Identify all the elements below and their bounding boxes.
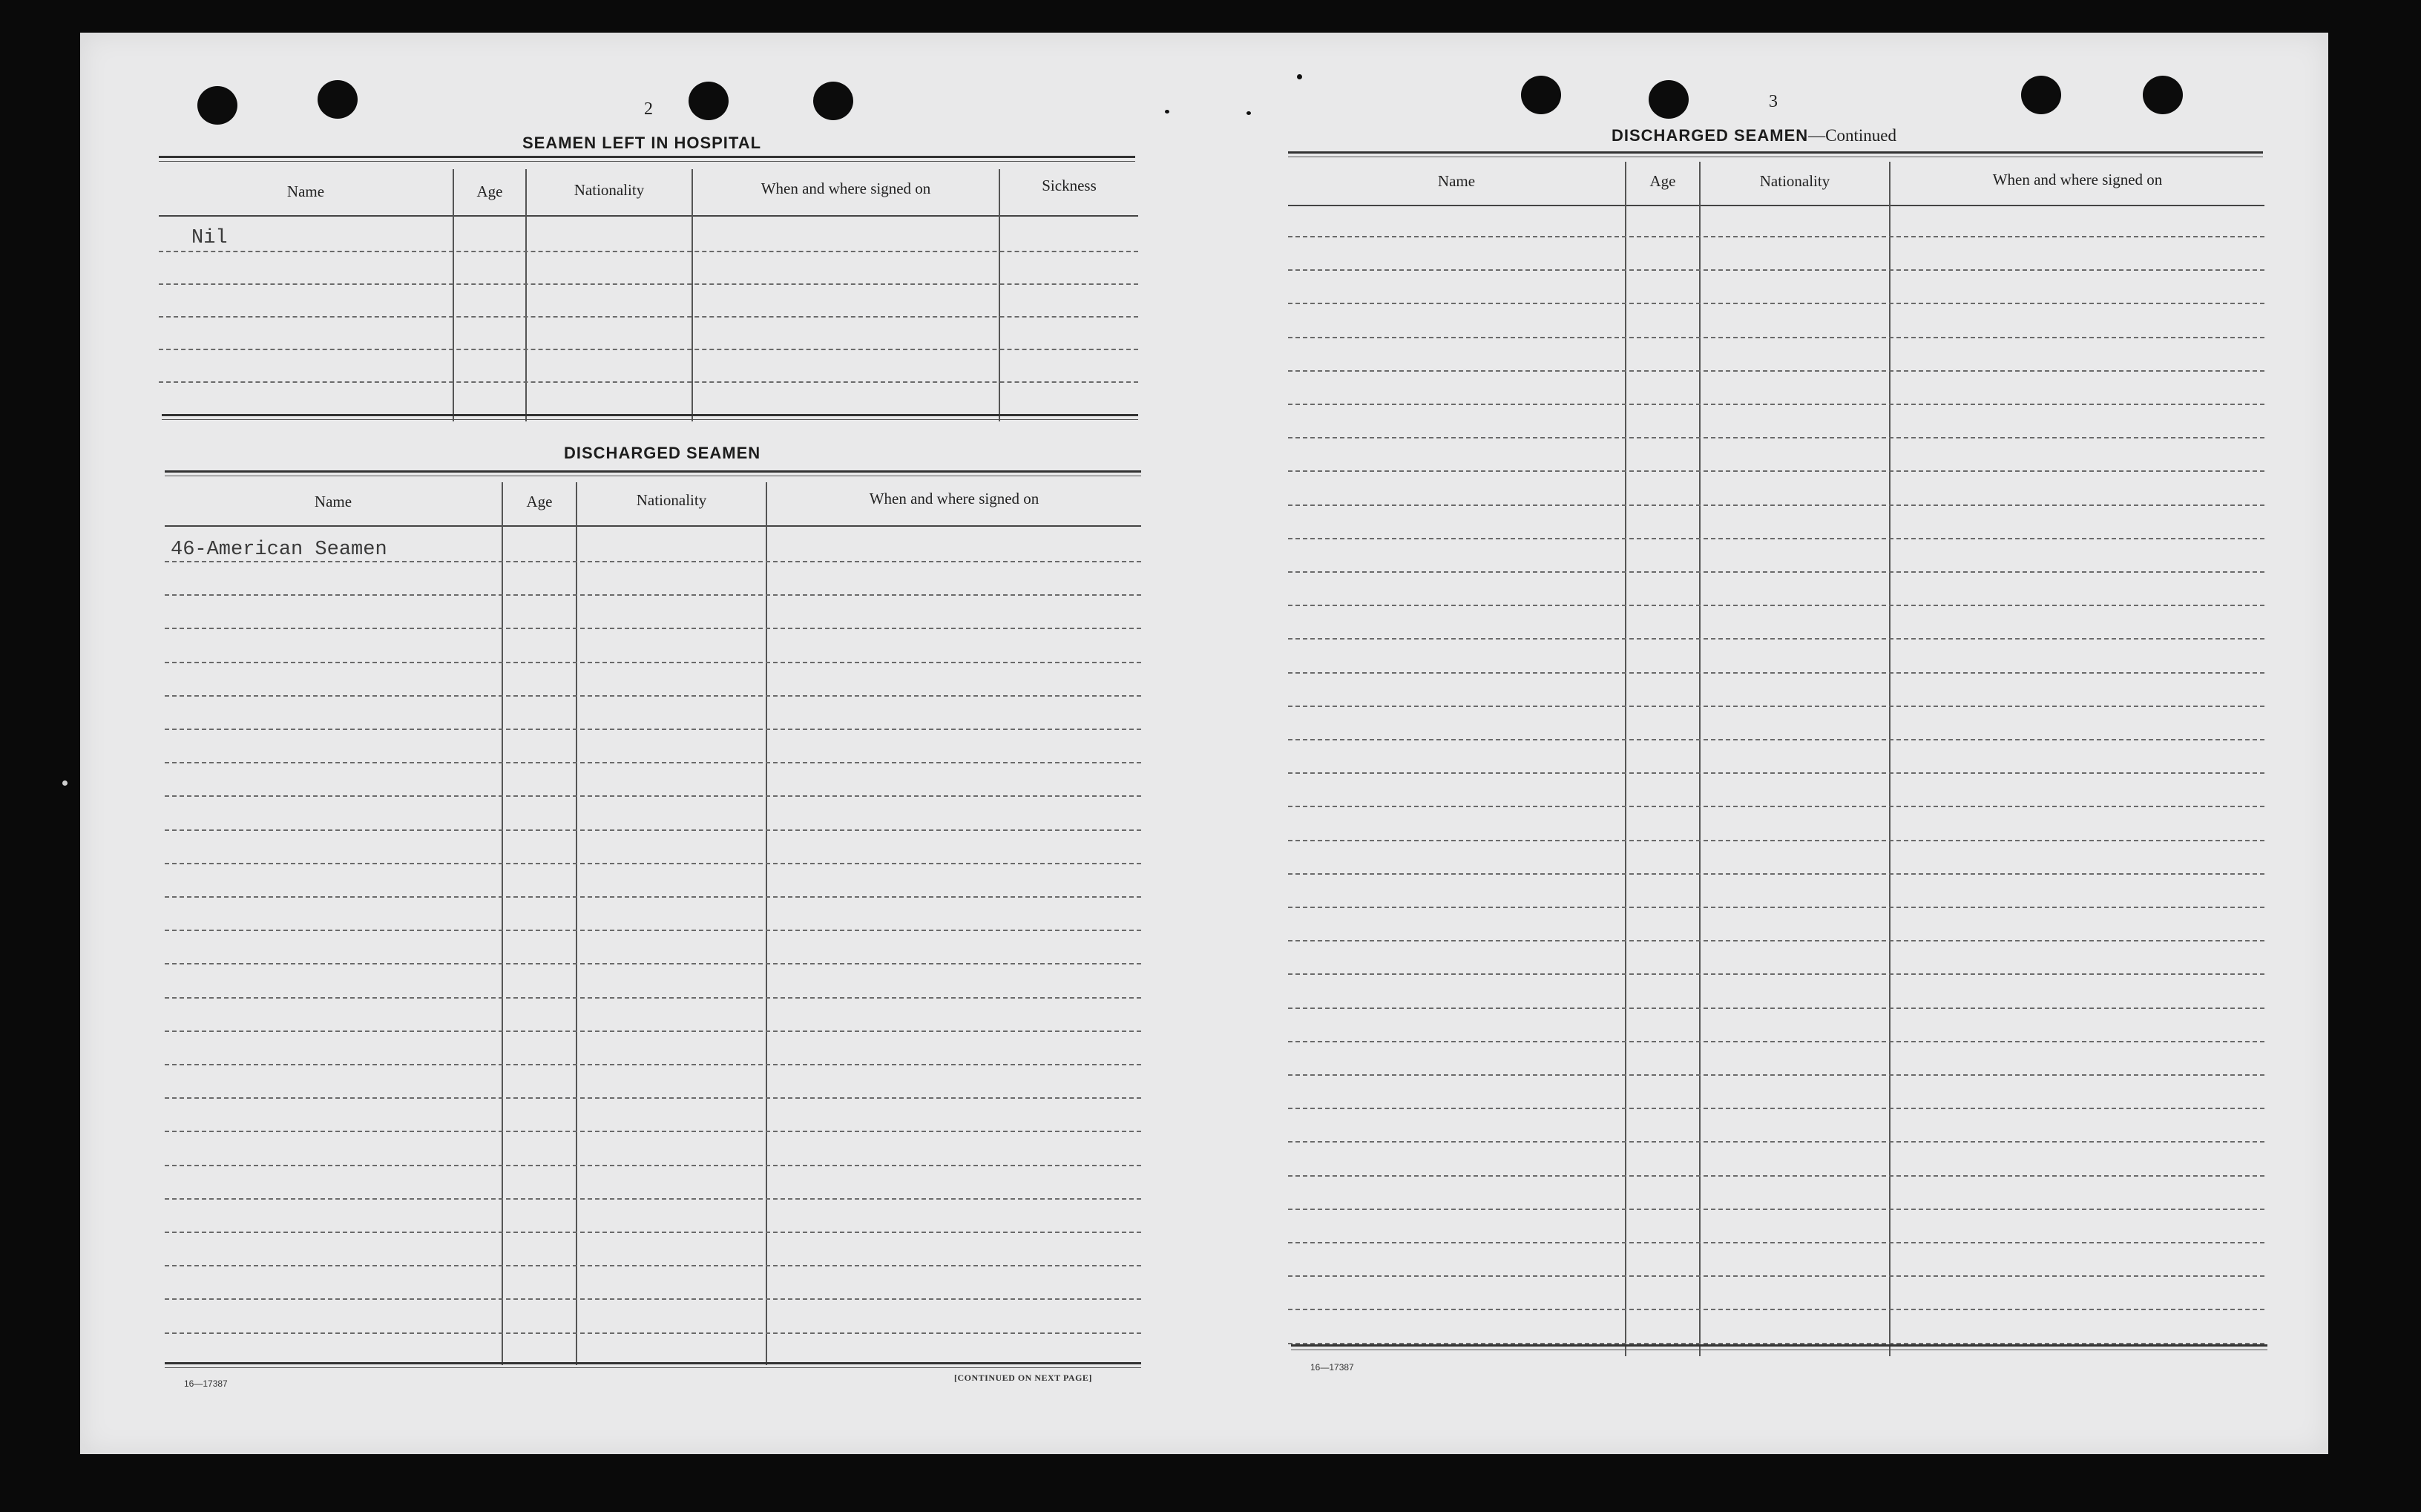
header-sickness: Sickness — [1042, 177, 1097, 194]
table-row-line — [1288, 1108, 2264, 1109]
column-divider — [692, 169, 693, 421]
hospital-table-header — [159, 169, 1138, 217]
discharged-bottom-rule — [165, 1362, 1141, 1368]
ink-speck — [1165, 110, 1169, 114]
header-name: Name — [286, 183, 325, 200]
table-row-line — [165, 863, 1141, 864]
table-row-line — [1288, 1074, 2264, 1076]
table-row-line — [165, 963, 1141, 964]
hospital-entry-name: Nil — [191, 227, 228, 249]
header-name: Name — [314, 493, 352, 510]
discharged-section-title: DISCHARGED SEAMEN — [564, 444, 761, 462]
table-row-line — [165, 1031, 1141, 1032]
table-row-line — [165, 1131, 1141, 1132]
table-row-line — [165, 762, 1141, 763]
discharged-continued-header — [1288, 162, 2264, 206]
punch-hole — [1649, 80, 1689, 119]
ink-speck — [1297, 74, 1302, 79]
table-row-line — [1288, 337, 2264, 338]
table-row-line — [1288, 236, 2264, 237]
table-row-line — [1288, 739, 2264, 740]
punch-hole — [1521, 76, 1561, 114]
header-age: Age — [476, 183, 503, 200]
punch-hole — [813, 82, 853, 120]
page-number-right: 3 — [1769, 92, 1778, 111]
column-divider — [999, 169, 1000, 421]
form-code-right: 16—17387 — [1310, 1362, 1354, 1373]
header-signed-on: When and where signed on — [869, 490, 1039, 507]
column-divider — [453, 169, 454, 421]
table-row-line — [1288, 1242, 2264, 1243]
table-row-line — [1288, 303, 2264, 304]
table-row-line — [1288, 504, 2264, 506]
table-row-line — [159, 381, 1138, 383]
table-row-line — [1288, 437, 2264, 438]
table-row-line — [159, 283, 1138, 285]
table-row-line — [165, 1165, 1141, 1166]
table-row-line — [1288, 404, 2264, 405]
table-row-line — [1288, 873, 2264, 875]
table-row-line — [165, 1265, 1141, 1266]
right-top-rule — [1288, 151, 2263, 157]
header-age: Age — [1649, 172, 1676, 190]
form-code-left: 16—17387 — [184, 1378, 228, 1389]
hospital-table — [159, 169, 1138, 421]
table-row-line — [1288, 973, 2264, 975]
discharged-continued-table — [1288, 162, 2264, 1356]
table-row-line — [1288, 840, 2264, 841]
table-row-line — [1288, 370, 2264, 372]
discharged-table — [165, 482, 1141, 1365]
punch-hole — [318, 80, 358, 119]
table-row-line — [1288, 605, 2264, 606]
table-row-line — [165, 695, 1141, 697]
table-row-line — [159, 316, 1138, 318]
table-row-line — [165, 1198, 1141, 1200]
discharged-continued-title-text: DISCHARGED SEAMEN — [1612, 126, 1809, 145]
header-nationality: Nationality — [574, 181, 645, 199]
punch-hole — [2021, 76, 2061, 114]
header-age: Age — [526, 493, 553, 510]
column-divider — [1625, 162, 1626, 1356]
hospital-top-rule — [159, 156, 1135, 162]
continued-note: [CONTINUED ON NEXT PAGE] — [954, 1373, 1092, 1383]
table-row-line — [1288, 1141, 2264, 1143]
punch-hole — [689, 82, 729, 120]
table-row-line — [165, 662, 1141, 663]
punch-hole — [2143, 76, 2183, 114]
table-row-line — [1288, 940, 2264, 941]
table-row-line — [165, 1332, 1141, 1334]
table-row-line — [165, 561, 1141, 562]
table-row-line — [165, 930, 1141, 931]
table-row-line — [159, 251, 1138, 252]
continued-suffix: —Continued — [1808, 126, 1896, 145]
table-row-line — [165, 795, 1141, 797]
table-row-line — [165, 1097, 1141, 1099]
hospital-bottom-rule — [162, 414, 1138, 420]
discharged-table-header — [165, 482, 1141, 527]
table-row-line — [1288, 269, 2264, 271]
ink-speck — [62, 780, 68, 786]
header-signed-on: When and where signed on — [1992, 171, 2163, 188]
header-nationality: Nationality — [636, 491, 707, 509]
header-nationality: Nationality — [1759, 172, 1830, 190]
table-row-line — [165, 829, 1141, 831]
table-row-line — [1288, 706, 2264, 707]
table-row-line — [1288, 672, 2264, 674]
table-row-line — [1288, 1175, 2264, 1177]
ink-speck — [1246, 111, 1251, 115]
discharged-continued-title — [1612, 126, 1896, 145]
discharged-entry-name: 46-American Seamen — [171, 539, 387, 561]
table-row-line — [165, 1064, 1141, 1065]
table-row-line — [1288, 538, 2264, 539]
table-row-line — [159, 349, 1138, 350]
table-row-line — [165, 628, 1141, 629]
table-row-line — [1288, 1209, 2264, 1210]
table-row-line — [165, 729, 1141, 730]
right-bottom-rule — [1291, 1344, 2267, 1350]
table-row-line — [1288, 1309, 2264, 1310]
hospital-section-title: SEAMEN LEFT IN HOSPITAL — [522, 134, 762, 152]
table-row-line — [1288, 638, 2264, 640]
discharged-top-rule — [165, 470, 1141, 476]
table-row-line — [1288, 907, 2264, 908]
table-row-line — [1288, 806, 2264, 807]
table-row-line — [165, 896, 1141, 898]
table-row-line — [165, 997, 1141, 999]
table-row-line — [165, 594, 1141, 596]
header-name: Name — [1437, 172, 1476, 190]
header-signed-on: When and where signed on — [761, 180, 931, 197]
table-row-line — [1288, 571, 2264, 573]
table-row-line — [1288, 772, 2264, 774]
column-divider — [1889, 162, 1891, 1356]
page-number-left: 2 — [644, 99, 653, 119]
column-divider — [525, 169, 527, 421]
table-row-line — [1288, 470, 2264, 472]
table-row-line — [1288, 1008, 2264, 1009]
table-row-line — [1288, 1041, 2264, 1042]
punch-hole — [197, 86, 237, 125]
table-row-line — [1288, 1275, 2264, 1277]
table-row-line — [165, 1298, 1141, 1300]
table-row-line — [165, 1232, 1141, 1233]
column-divider — [1699, 162, 1701, 1356]
